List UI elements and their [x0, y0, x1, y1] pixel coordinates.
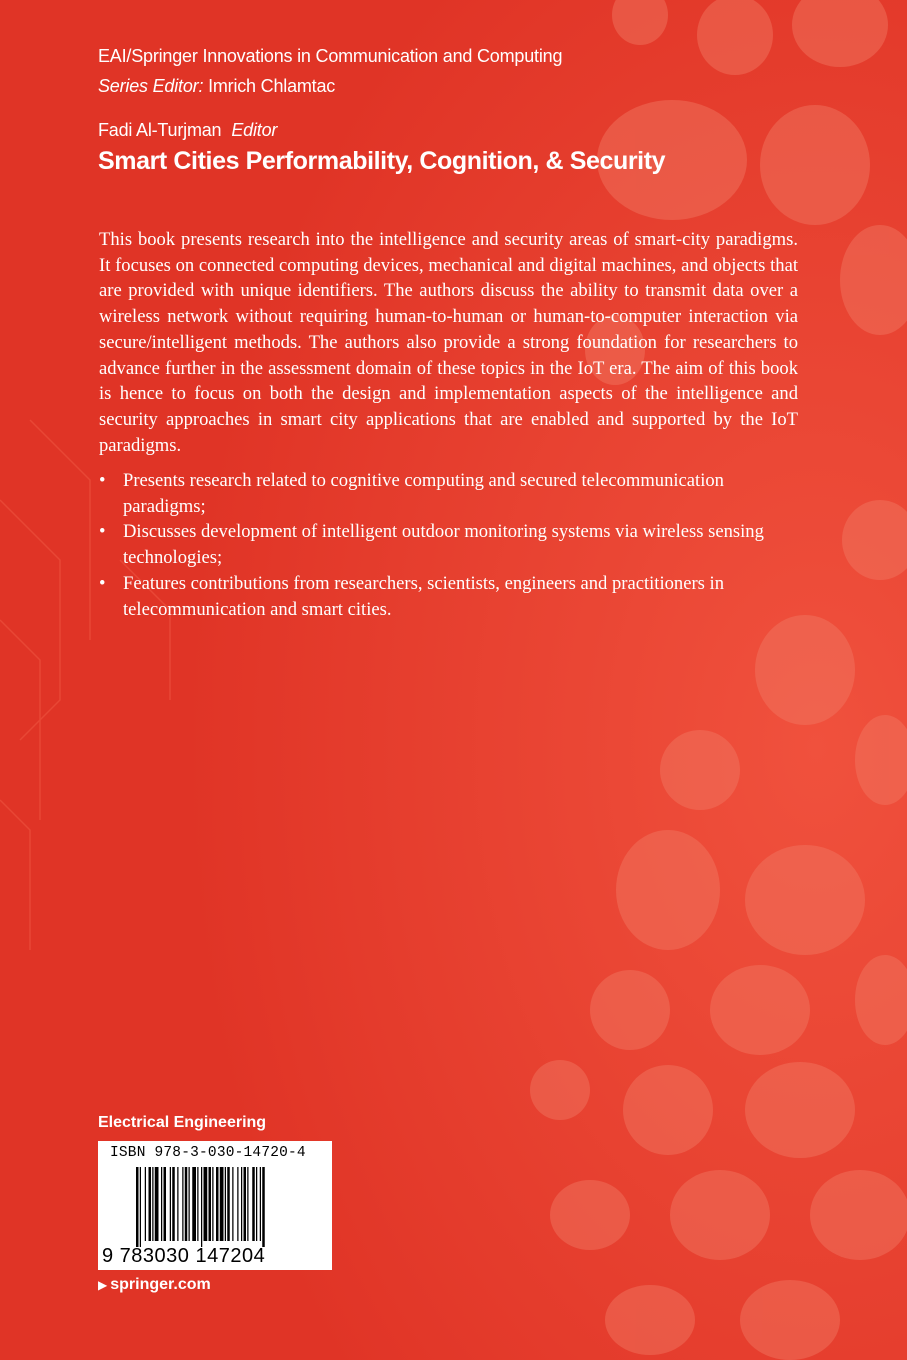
bullet-item — [99, 519, 789, 570]
barcode-bar — [161, 1167, 162, 1241]
barcode-bar — [189, 1167, 190, 1241]
barcode-bar — [232, 1167, 233, 1241]
barcode-bar — [149, 1167, 152, 1241]
barcode-bar — [204, 1167, 208, 1241]
barcode-bar — [140, 1167, 141, 1247]
book-editor-line — [98, 120, 277, 141]
barcode-bar — [192, 1167, 196, 1241]
subject-category: Electrical Engineering — [98, 1114, 267, 1131]
barcode-bar — [237, 1167, 238, 1241]
isbn-barcode — [98, 1141, 332, 1270]
barcode-bar — [182, 1167, 183, 1241]
barcode-bar — [164, 1167, 167, 1241]
barcode-bar — [201, 1167, 202, 1247]
series-editor-label: Series Editor: — [98, 76, 204, 96]
barcode-bar — [252, 1167, 255, 1241]
barcode-bar — [172, 1167, 175, 1241]
barcode-bar — [244, 1167, 247, 1241]
bullet-text: Discusses development of intelligent outdoor monitoring systems via wireless sensing technologies; — [123, 521, 764, 569]
bullet-item — [99, 571, 789, 622]
barcode-bar — [220, 1167, 224, 1241]
bullet-item — [99, 468, 789, 519]
isbn-label: ISBN 978-3-030-14720-4 — [110, 1145, 306, 1161]
feature-bullet-list — [99, 468, 789, 622]
bullet-symbol: • — [99, 470, 106, 491]
barcode-bar — [177, 1167, 178, 1241]
barcode-bar — [145, 1167, 146, 1241]
bullet-symbol: • — [99, 521, 106, 543]
barcode-bar — [209, 1167, 212, 1241]
book-editor-name: Fadi Al-Turjman — [98, 120, 222, 140]
book-description: This book presents research into the intelligence and security areas of smart-city paradigms. It focuses on connected computing devices, mechanical and digital machines, and objects that are provided with unique identifiers. The authors discuss the ability to transmit data over a wireless network without requiring human-to-human or human-to-computer interaction via secure/intelligent methods. The authors also provide a strong foundation for researchers to advance further in the assessment domain of these topics in the IoT era. The aim of this book is hence to focus on both the design and implementation aspects of the intelligence and security approaches in smart city applications that are enabled and supported by the IoT paradigms. — [99, 229, 798, 456]
book-title: Smart Cities Performability, Cognition, & Security — [98, 147, 666, 175]
play-arrow-icon: ▶ — [98, 1278, 108, 1292]
barcode-bar — [170, 1167, 171, 1241]
book-editor-role: Editor — [231, 120, 278, 140]
barcode-bar — [262, 1167, 265, 1247]
barcode-bar — [216, 1167, 219, 1241]
barcode-bar — [260, 1167, 261, 1241]
series-editor-name: Imrich Chlamtac — [208, 76, 336, 96]
barcode-bar — [227, 1167, 230, 1241]
barcode-bar — [241, 1167, 242, 1241]
series-title: EAI/Springer Innovations in Communication and Computing — [98, 46, 563, 66]
bullet-text: Presents research related to cognitive computing and secured telecommunication paradigms; — [123, 470, 724, 517]
barcode-bar — [225, 1167, 226, 1241]
barcode-digits: 9 783030 147204 — [102, 1245, 266, 1267]
barcode-bar — [185, 1167, 188, 1241]
barcode-bar — [197, 1167, 198, 1241]
barcode-bar — [136, 1167, 139, 1247]
website-text: springer.com — [110, 1276, 211, 1293]
barcode-bar — [256, 1167, 257, 1241]
bullet-text: Features contributions from researchers, scientists, engineers and practitioners in telecommunication and smart cities. — [123, 572, 725, 620]
barcode-bar — [247, 1167, 248, 1241]
publisher-website[interactable] — [98, 1276, 211, 1294]
bullet-symbol: • — [99, 572, 106, 594]
series-editor-line — [98, 76, 335, 97]
barcode-bar — [152, 1167, 153, 1241]
barcode-bar — [212, 1167, 213, 1241]
barcode-bar — [155, 1167, 159, 1241]
